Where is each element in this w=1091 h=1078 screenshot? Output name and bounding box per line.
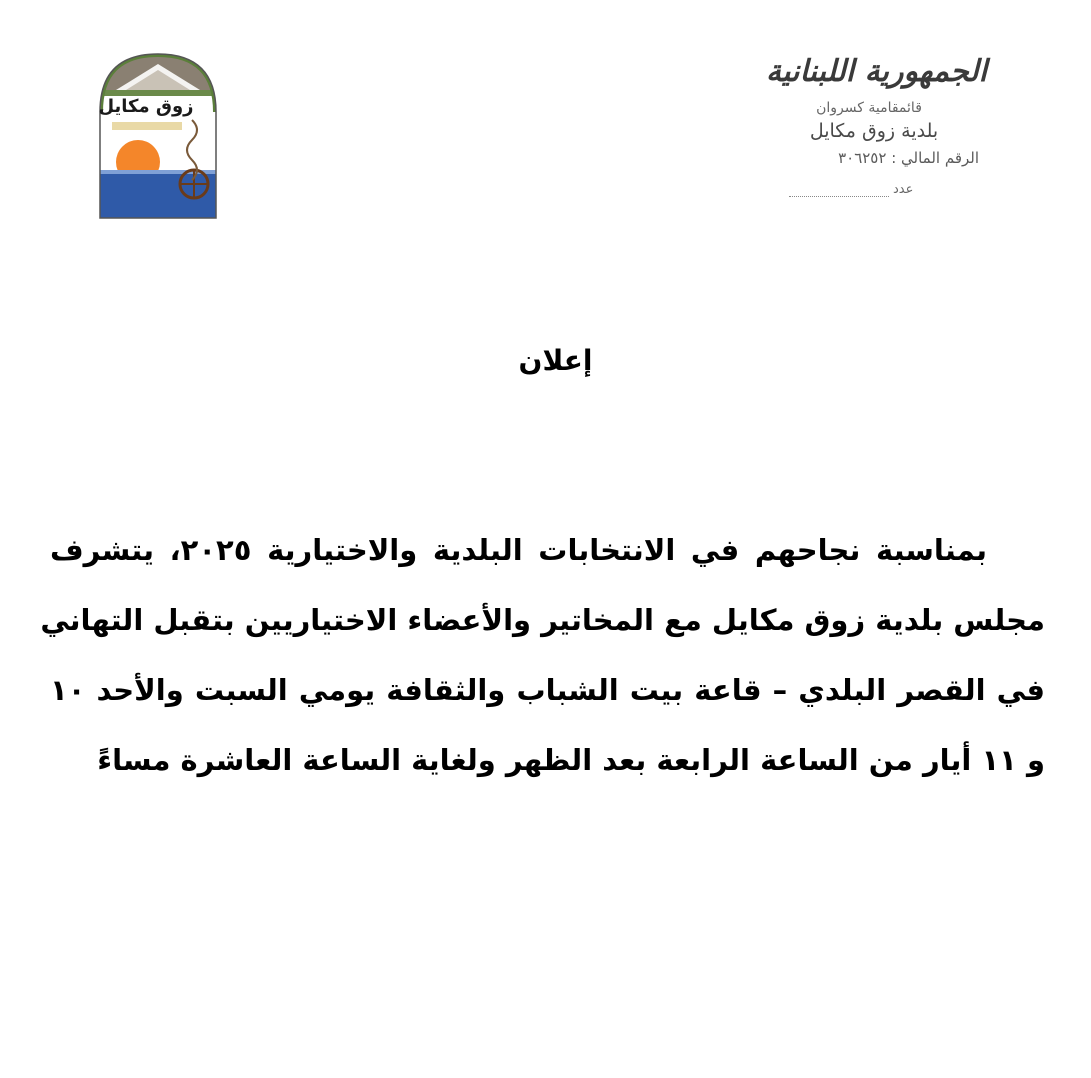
letterhead bbox=[739, 52, 987, 197]
announcement-title: إعلان bbox=[518, 344, 593, 377]
reference-number-label: عدد bbox=[893, 182, 914, 197]
body-line: مجلس بلدية زوق مكايل مع المخاتير والأعضاء الاختياريين بتقبل التهاني bbox=[40, 603, 1045, 637]
municipality-name: بلدية زوق مكايل bbox=[809, 120, 939, 142]
district-name: قائمقامية كسروان bbox=[816, 100, 922, 116]
republic-title: الجمهورية اللبنانية bbox=[765, 54, 987, 89]
reference-number-dots bbox=[789, 184, 889, 197]
municipality-logo bbox=[96, 50, 220, 220]
announcement-body bbox=[40, 515, 1045, 795]
logo-text: زوق مكايل bbox=[98, 96, 194, 117]
body-line: بمناسبة نجاحهم في الانتخابات البلدية والاختيارية ٢٠٢٥، يتشرف bbox=[50, 533, 987, 567]
financial-number: الرقم المالي : ٣٠٦٢٥٢ bbox=[838, 149, 979, 167]
body-line: في القصر البلدي – قاعة بيت الشباب والثقافة يومي السبت والأحد ١٠ bbox=[50, 673, 1045, 707]
reference-number-row bbox=[739, 182, 979, 197]
body-line: و ١١ أيار من الساعة الرابعة بعد الظهر ولغاية الساعة العاشرة مساءً bbox=[97, 743, 1045, 777]
